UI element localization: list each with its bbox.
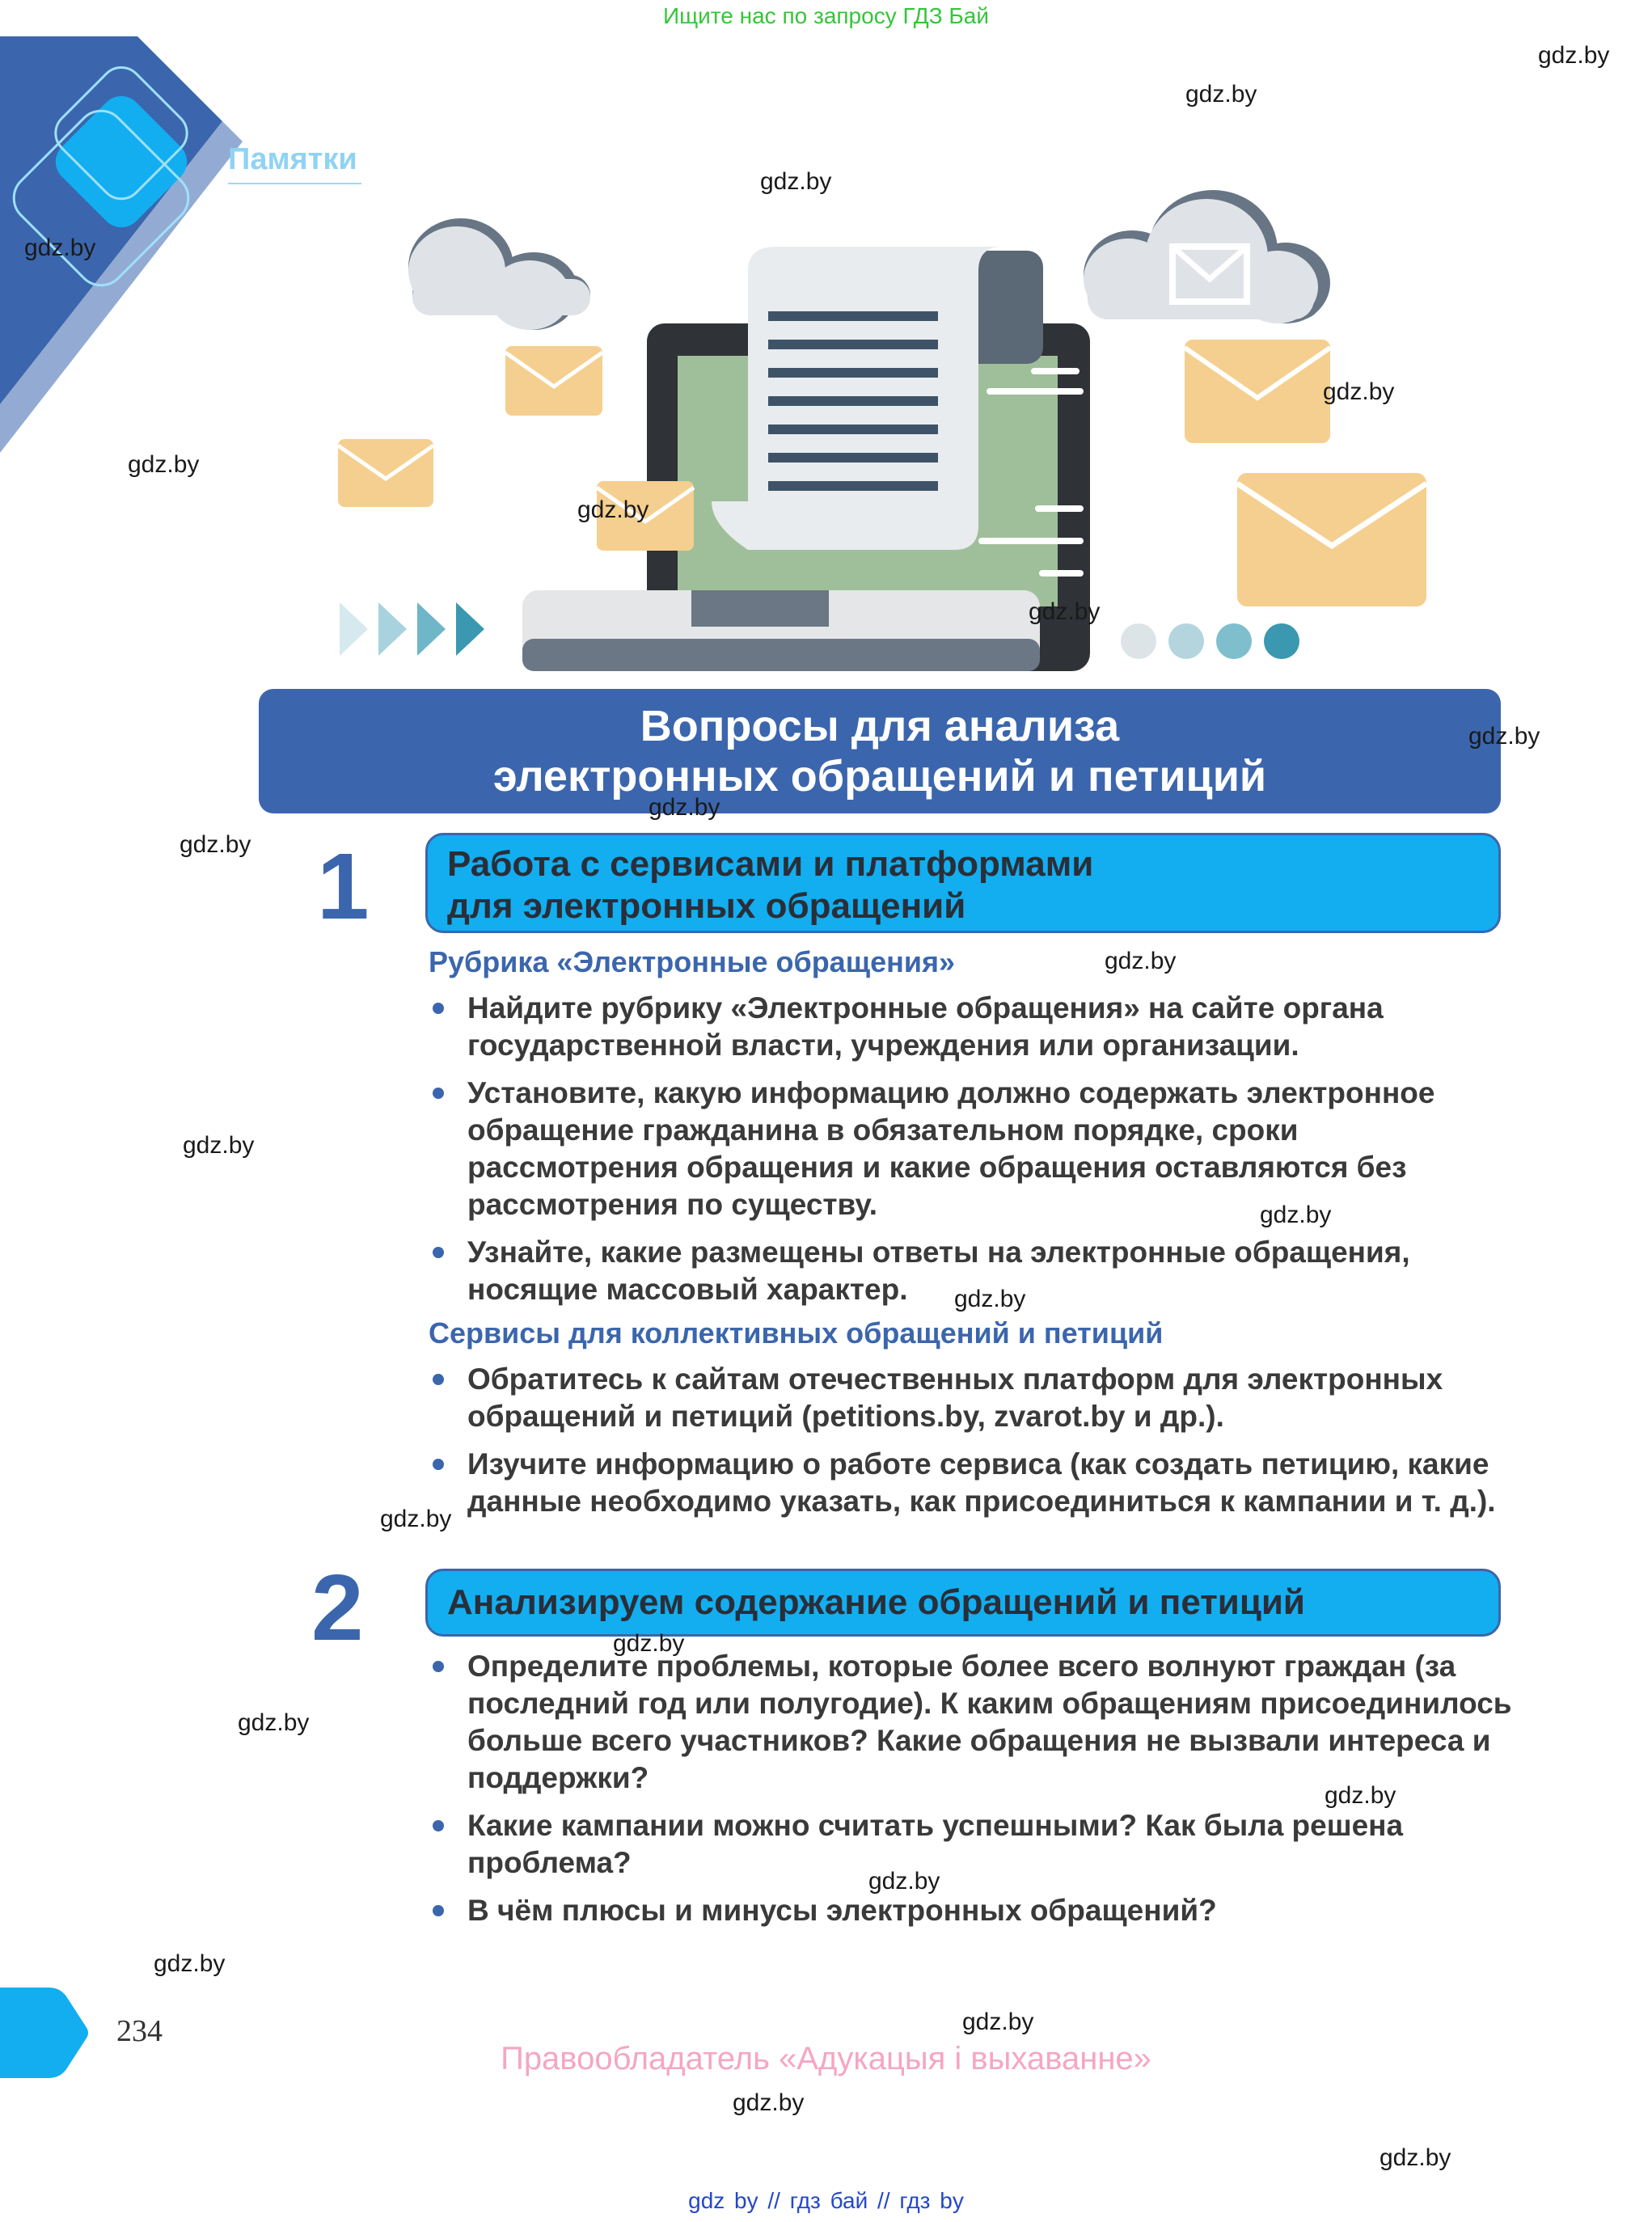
list-item	[429, 1361, 1512, 1435]
bullet-dot	[433, 1003, 444, 1014]
watermark: gdz.by	[1185, 81, 1257, 108]
list-item-text: Обратитесь к сайтам отечественных платформ для электронных обращений и петиций (petitions.by, zvarot.by и др.).	[467, 1362, 1443, 1433]
watermark: gdz.by	[1538, 42, 1610, 69]
dots-progress-icon	[1121, 623, 1299, 659]
bullet-dot	[433, 1088, 444, 1099]
list-item	[429, 1446, 1512, 1520]
watermark: gdz.by	[733, 2089, 805, 2116]
list-item-text: Найдите рубрику «Электронные обращения» на сайте органа государственной власти, учреждения или организации.	[467, 991, 1384, 1062]
top-promo-text[interactable]: Ищите нас по запросу ГДЗ Бай	[662, 3, 990, 28]
section-1-title-line1: Работа с сервисами и платформами	[447, 844, 1094, 884]
list-item-text: Изучите информацию о работе сервиса (как создать петицию, какие данные необходимо указать, как присоединиться к кампании и т. д.).	[467, 1447, 1496, 1518]
subhead-collective-petitions: Сервисы для коллективных обращений и петиций	[429, 1316, 1164, 1350]
list-item-text: Определите проблемы, которые более всего волнуют граждан (за последний год или полугодие). К каким обращениям присоединилось больше всего участников? Какие обращения не вызвали интереса и поддержки?	[467, 1650, 1512, 1794]
watermark: gdz.by	[962, 2009, 1034, 2035]
page-number: 234	[116, 2014, 163, 2048]
arrow-chevrons-icon	[340, 602, 484, 656]
section-1-header	[425, 833, 1501, 933]
list-item	[429, 1807, 1512, 1882]
section-2-header	[425, 1569, 1501, 1637]
watermark: gdz.by	[1468, 723, 1540, 750]
watermark: gdz.by	[238, 1709, 310, 1736]
watermark: gdz.by	[954, 1286, 1026, 1312]
watermark: gdz.by	[1260, 1202, 1332, 1228]
watermark: gdz.by	[649, 794, 720, 821]
bottom-links[interactable]: gdz by // гдз бай // гдз by	[688, 2188, 964, 2213]
cloud-icon	[408, 218, 590, 330]
section-label-underline	[228, 183, 361, 184]
list-item	[429, 990, 1512, 1064]
watermark: gdz.by	[154, 1950, 226, 1977]
subhead-electronic-appeals: Рубрика «Электронные обращения»	[429, 945, 956, 978]
bullet-dot	[433, 1820, 444, 1831]
watermark: gdz.by	[613, 1630, 685, 1657]
mail-cloud-icon	[1084, 190, 1330, 323]
bullet-dot	[433, 1374, 444, 1385]
section-number-1: 1	[317, 834, 370, 939]
bullet-list-collective-petitions	[429, 1361, 1512, 1531]
list-item	[429, 1892, 1512, 1929]
list-item-text: Узнайте, какие размещены ответы на электронные обращения, носящие массовый характер.	[467, 1236, 1410, 1306]
watermark: gdz.by	[24, 234, 96, 261]
title-banner	[259, 689, 1501, 813]
watermark: gdz.by	[180, 831, 251, 858]
list-item	[429, 1075, 1512, 1223]
copyright-notice: Правообладатель «Адукацыя і выхаванне»	[501, 2041, 1151, 2076]
watermark: gdz.by	[1325, 1782, 1396, 1809]
watermark: gdz.by	[128, 451, 200, 478]
watermark: gdz.by	[1029, 598, 1101, 625]
watermark: gdz.by	[183, 1132, 255, 1159]
section-label: Памятки	[228, 142, 357, 176]
banner-title-line2: электронных обращений и петиций	[492, 752, 1267, 801]
bullet-dot	[433, 1661, 444, 1672]
bullet-dot	[433, 1459, 444, 1470]
watermark: gdz.by	[760, 168, 832, 195]
bullet-list-electronic-appeals	[429, 990, 1512, 1319]
watermark: gdz.by	[868, 1868, 940, 1895]
bullet-dot	[433, 1247, 444, 1258]
section-1-title-line2: для электронных обращений	[447, 886, 966, 926]
watermark: gdz.by	[1105, 948, 1177, 974]
bullet-dot	[433, 1905, 444, 1916]
banner-title-line1: Вопросы для анализа	[640, 702, 1120, 750]
watermark: gdz.by	[380, 1506, 452, 1532]
watermark: gdz.by	[1323, 378, 1395, 405]
list-item	[429, 1648, 1512, 1797]
list-item-text: В чём плюсы и минусы электронных обращений?	[467, 1894, 1217, 1927]
watermark: gdz.by	[1379, 2144, 1451, 2171]
list-item-text: Установите, какую информацию должно содержать электронное обращение гражданина в обязательном порядке, сроки рассмотрения обращения и какие обращения оставляются без рассмотрения по существу.	[467, 1076, 1435, 1221]
section-number-2: 2	[311, 1555, 364, 1660]
list-item-text: Какие кампании можно считать успешными? Как была решена проблема?	[467, 1809, 1404, 1879]
section-2-title: Анализируем содержание обращений и петиций	[447, 1582, 1305, 1622]
watermark: gdz.by	[577, 496, 649, 523]
hero-illustration	[315, 186, 1456, 687]
